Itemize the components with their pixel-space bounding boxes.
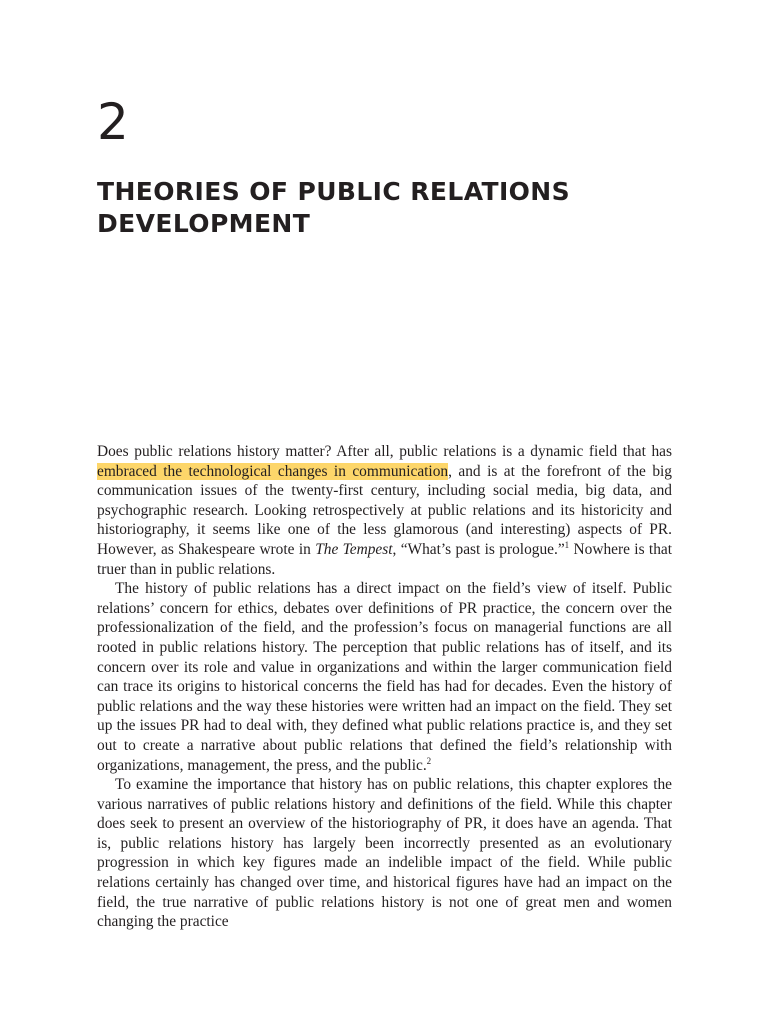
chapter-number: 2 [97,93,129,151]
paragraph-1-text-a: Does public relations history matter? After all, public relations is a dynamic field that has [97,443,672,460]
chapter-title-line-2: DEVELOPMENT [97,209,311,238]
paragraph-1-text-b: , and is at the forefront of the big communication issues of the twenty-first century, including social media, big data, and psychographic research. Looking retrospectively at public relations and its historicity and historiography, it seems like one of the less glamorous (and interesting) aspects of PR. However, as Shakespeare wrote in [97,462,672,558]
footnote-ref-1: 1 [564,539,570,550]
paragraph-3-text: To examine the importance that history has on public relations, this chapter explores the various narratives of public relations history and definitions of the field. While this chapter does seek to present an overview of the historiography of PR, it does have an agenda. That is, public relations history has largely been incorrectly presented as an evolutionary progression in which key figures made an indelible impact of the field. While public relations certainly has changed over time, and historical figures have had an impact on the field, the true narrative of public relations history is not one of great men and women changing the practice [97,776,672,931]
paragraph-1-text-c: , “What’s past is prologue.” [392,540,565,558]
paragraph-2 [97,579,672,775]
paragraph-2-text: The history of public relations has a direct impact on the field’s view of itself. Public relations’ concern for ethics, debates over definitions of PR practice, the concern over the professionalization of the field, and the profession’s focus on managerial functions are all rooted in public relations history. The perception that public relations has of itself, and its concern over its role and value in organizations and within the larger communication field can trace its origins to historical concerns the field has had for decades. Even the history of public relations and the way these histories were written had an impact on the field. They set up the issues PR had to deal with, they defined what public relations practice is, and they set out to create a narrative about public relations that defined the field’s relationship with organizations, management, the press, and the public. [97,580,672,774]
paragraph-1-text-d: Nowhere is that truer than in public relations. [97,540,672,578]
highlighted-text[interactable]: embraced the technological changes in communication [97,462,449,480]
book-title: The Tempest [315,540,393,558]
chapter-title-line-1: THEORIES OF PUBLIC RELATIONS [97,177,571,206]
body-text [97,442,672,932]
paragraph-3 [97,775,672,932]
footnote-ref-2: 2 [426,755,432,766]
paragraph-1 [97,442,672,579]
chapter-title [97,176,657,240]
